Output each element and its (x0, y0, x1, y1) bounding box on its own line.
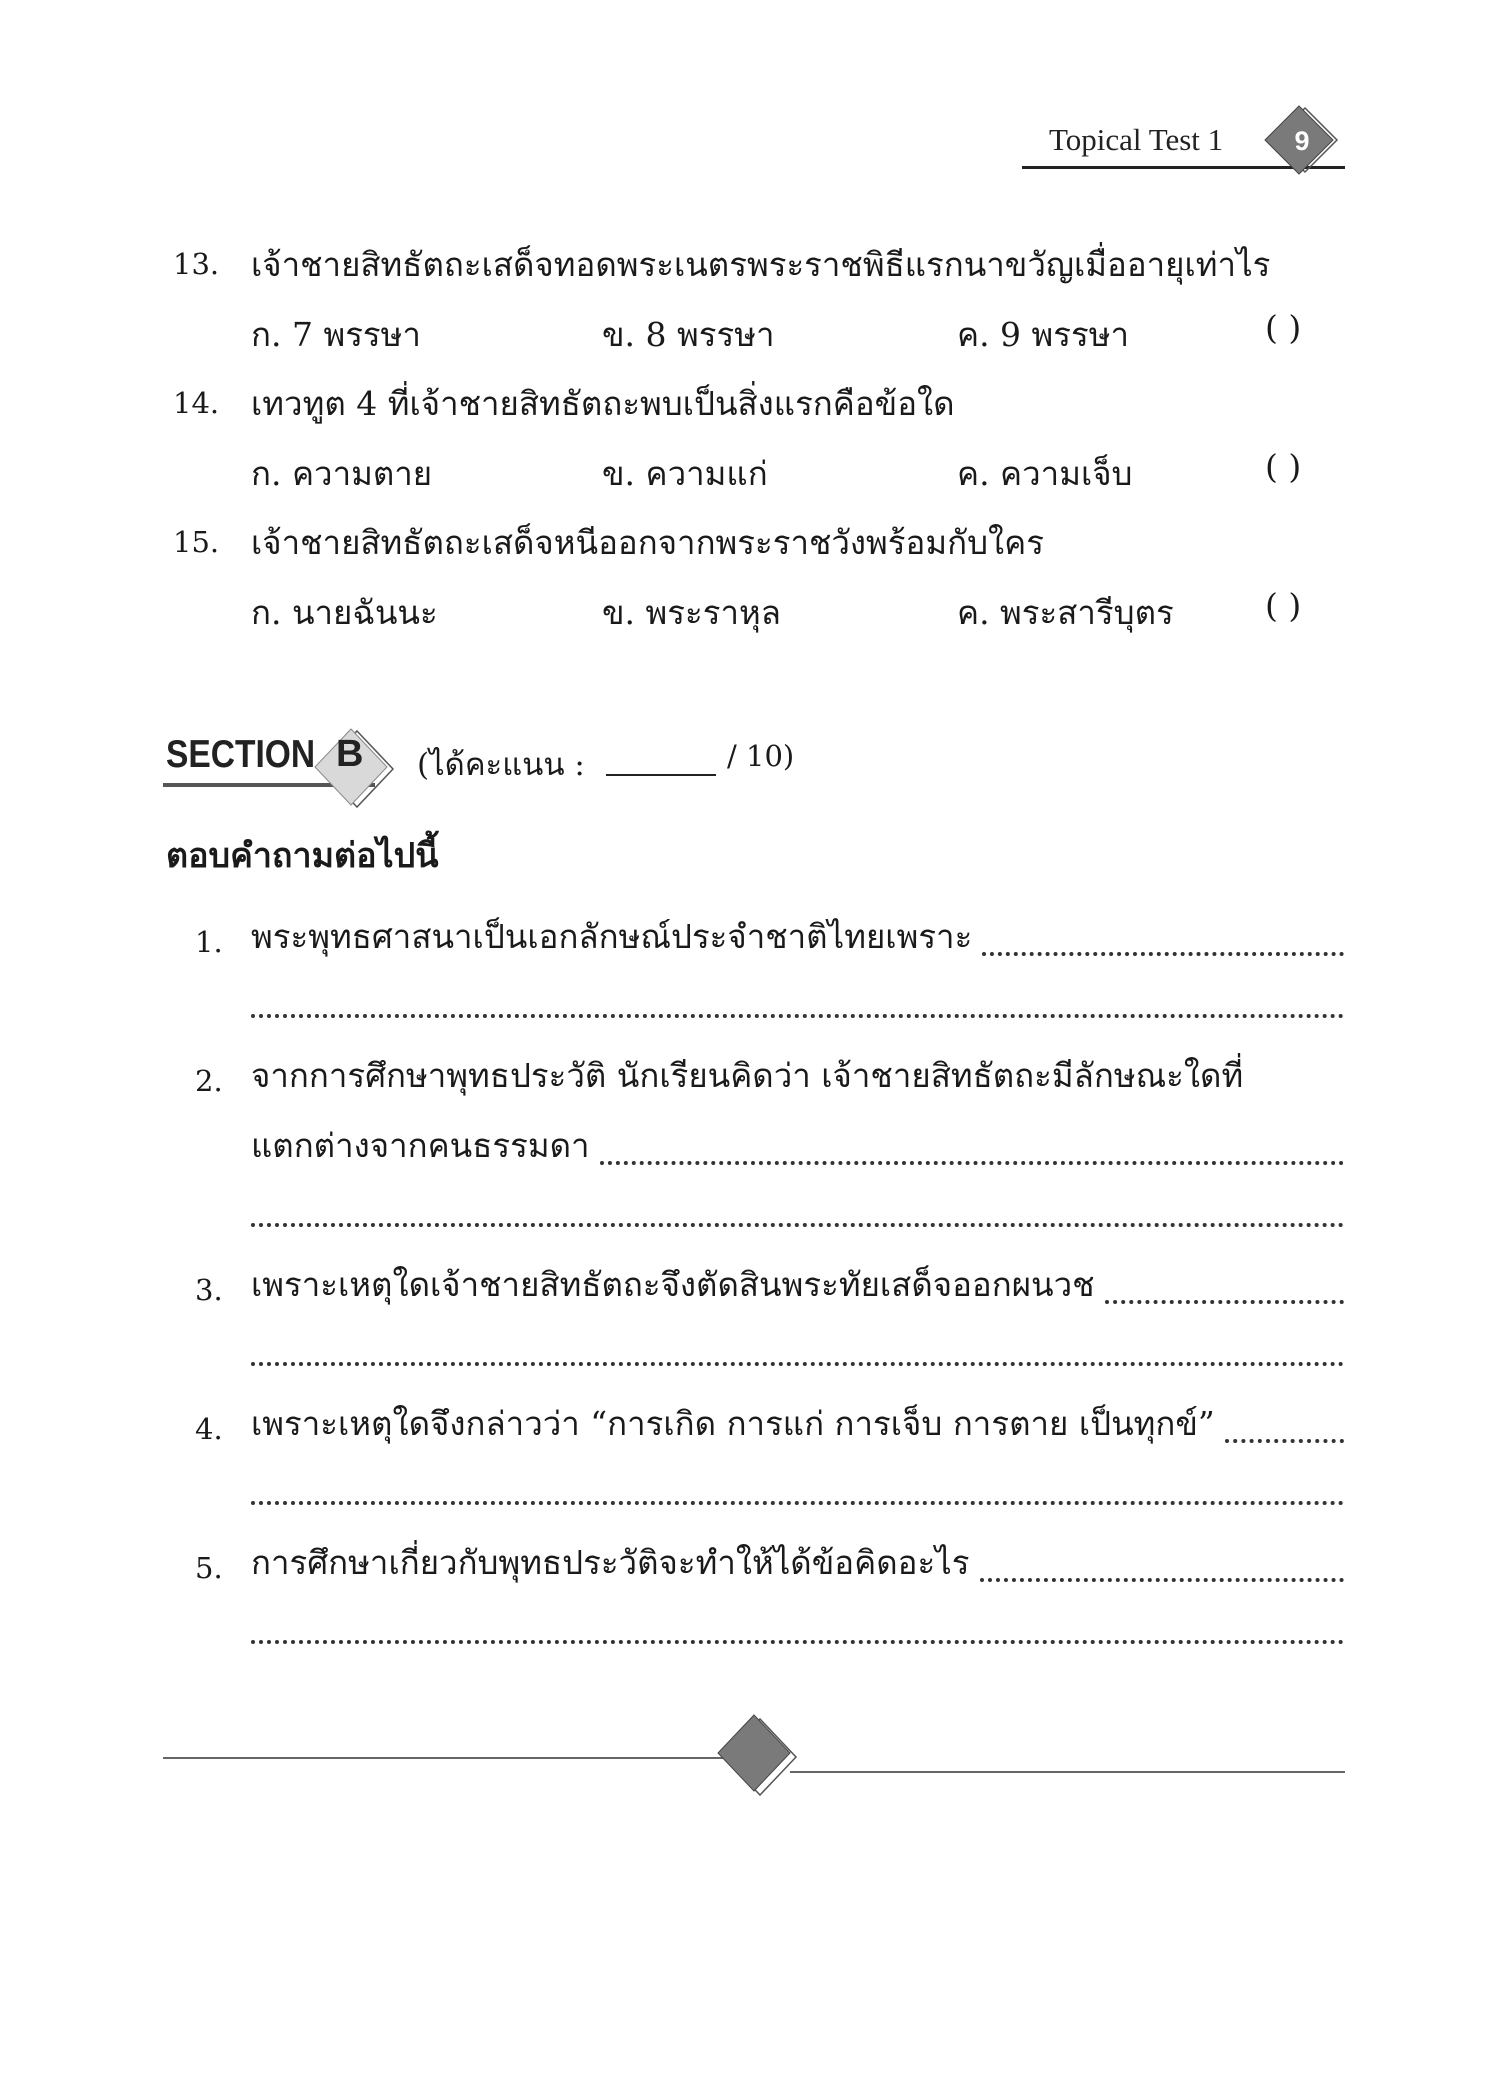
answer-blank[interactable] (982, 952, 1344, 956)
section-title: SECTION (166, 733, 316, 776)
answer-prompt: เพราะเหตุใดเจ้าชายสิทธัตถะจึงตัดสินพระทัยเสด็จออกผนวช (251, 1265, 1095, 1304)
answer-line (251, 1328, 1344, 1373)
question-number: 15. (173, 525, 220, 559)
score-input[interactable] (606, 774, 716, 776)
option-b: ข. พระราหุล (602, 593, 781, 632)
answer-prompt: พระพุทธศาสนาเป็นเอกลักษณ์ประจำชาติไทยเพราะ (251, 917, 973, 956)
answer-blank[interactable] (251, 1640, 1344, 1644)
option-c: ค. ความเจ็บ (957, 454, 1133, 493)
option-c: ค. 9 พรรษา (957, 315, 1130, 354)
answer-prompt: เพราะเหตุใดจึงกล่าวว่า “การเกิด การแก่ การเจ็บ การตาย เป็นทุกข์” (251, 1404, 1215, 1443)
answer-number: 5. (195, 1551, 223, 1585)
answer-line (251, 980, 1344, 1025)
option-a: ก. นายฉันนะ (251, 593, 438, 632)
answer-box[interactable]: ( ) (1265, 447, 1302, 486)
score-total: / 10) (727, 739, 795, 773)
answer-blank[interactable] (251, 1223, 1344, 1227)
question-text: เจ้าชายสิทธัตถะเสด็จหนีออกจากพระราชวังพร้อมกับใคร (251, 523, 1044, 562)
answer-blank[interactable] (1225, 1439, 1344, 1443)
answer-number: 2. (195, 1064, 223, 1098)
footer-diamond (710, 1709, 802, 1801)
answer-blank[interactable] (1105, 1300, 1344, 1304)
answer-number: 3. (195, 1273, 223, 1307)
answer-blank[interactable] (600, 1161, 1344, 1165)
score-label: (ได้คะแนน : (417, 747, 585, 783)
answer-line (251, 1258, 1344, 1311)
option-b: ข. 8 พรรษา (602, 315, 775, 354)
answer-line (251, 1397, 1344, 1450)
footer-rule-right (790, 1771, 1345, 1773)
answer-number: 4. (195, 1412, 223, 1446)
answer-prompt: แตกต่างจากคนธรรมดา (251, 1126, 590, 1165)
section-letter: B (336, 733, 364, 775)
answer-line (251, 1049, 1344, 1102)
question-number: 14. (173, 386, 220, 420)
answer-line (251, 910, 1344, 963)
answer-box[interactable]: ( ) (1265, 308, 1302, 347)
question-text: เจ้าชายสิทธัตถะเสด็จทอดพระเนตรพระราชพิธีแรกนาขวัญเมื่ออายุเท่าไร (251, 245, 1271, 284)
answer-blank[interactable] (251, 1014, 1344, 1018)
answer-blank[interactable] (980, 1578, 1345, 1582)
answer-blank[interactable] (251, 1362, 1344, 1366)
answer-number: 1. (195, 925, 223, 959)
option-b: ข. ความแก่ (602, 454, 768, 493)
question-text: เทวทูต 4 ที่เจ้าชายสิทธัตถะพบเป็นสิ่งแรกคือข้อใด (251, 384, 955, 423)
answer-line (251, 1119, 1344, 1172)
answer-line (251, 1606, 1344, 1651)
option-c: ค. พระสารีบุตร (957, 593, 1174, 632)
header-title: Topical Test 1 (1049, 122, 1224, 157)
footer-rule-left (163, 1757, 723, 1759)
answer-prompt: จากการศึกษาพุทธประวัติ นักเรียนคิดว่า เจ้าชายสิทธัตถะมีลักษณะใดที่ (251, 1056, 1244, 1095)
answer-line (251, 1536, 1344, 1589)
option-a: ก. 7 พรรษา (251, 315, 421, 354)
answer-line (251, 1467, 1344, 1512)
section-instruction: ตอบคำถามต่อไปนี้ (166, 836, 439, 876)
option-a: ก. ความตาย (251, 454, 433, 493)
answer-line (251, 1189, 1344, 1234)
answer-blank[interactable] (251, 1501, 1344, 1505)
answer-prompt: การศึกษาเกี่ยวกับพุทธประวัติจะทำให้ได้ข้อคิดอะไร (251, 1543, 970, 1582)
page-number: 9 (1294, 125, 1310, 156)
answer-box[interactable]: ( ) (1265, 586, 1302, 625)
question-number: 13. (173, 247, 220, 281)
